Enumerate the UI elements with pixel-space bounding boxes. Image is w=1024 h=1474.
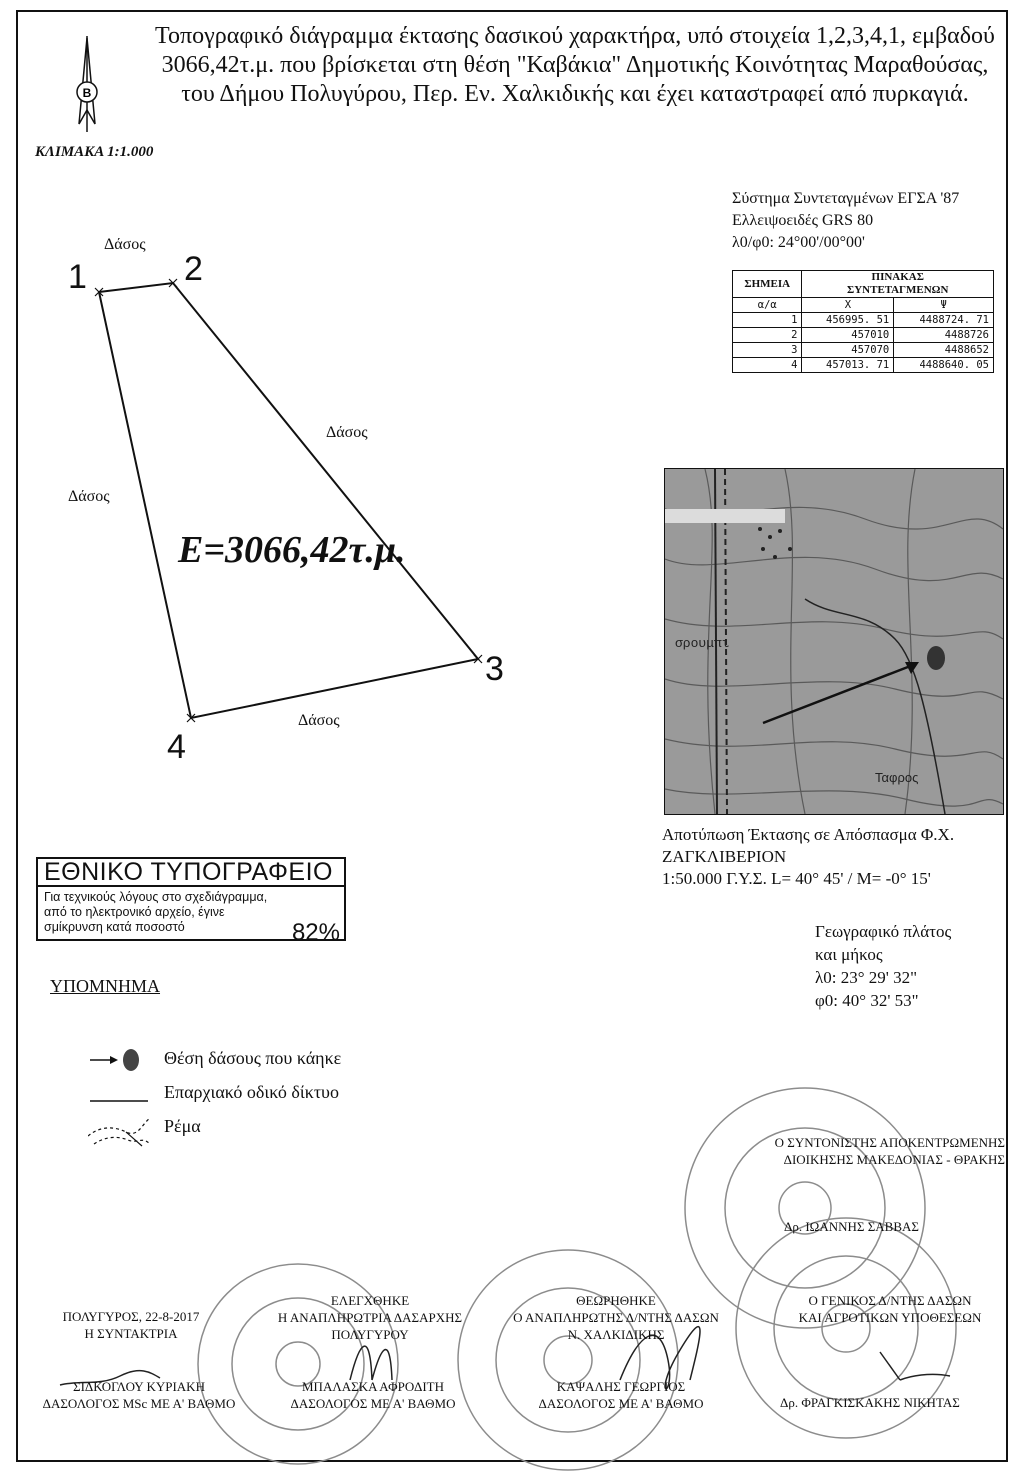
row-x: 457010: [802, 328, 894, 343]
burned-forest-marker: [927, 646, 945, 670]
author-place-date: ΠΟΛΥΓΥΡΟΣ, 22-8-2017: [62, 1309, 200, 1324]
geographic-coordinates: [815, 920, 951, 1012]
approver-title: ΔΑΣΟΛΟΓΟΣ ΜΕ Α' ΒΑΘΜΟ: [538, 1396, 704, 1411]
legend-item-road: Επαρχιακό οδικό δίκτυο: [164, 1082, 339, 1102]
notice-line-2: από το ηλεκτρονικό αρχείο, έγινε: [44, 905, 225, 919]
row-y: 4488726: [894, 328, 994, 343]
scale-label: ΚΛΙΜΑΚΑ 1:1.000: [35, 144, 154, 160]
table-sub-y: Ψ: [894, 298, 994, 313]
inset-label-tafros: Ταφρος: [875, 770, 919, 785]
table-header-points: ΣΗΜΕΙΑ: [733, 271, 802, 298]
row-y: 4488724. 71: [894, 313, 994, 328]
approver-line-3: Ν. ΧΑΛΚΙΔΙΚΗΣ: [567, 1327, 665, 1342]
point-label-4: 4: [167, 728, 186, 766]
row-id: 4: [733, 358, 802, 373]
inset-map: [664, 468, 1004, 815]
legend-item-stream: Ρέμα: [164, 1116, 201, 1136]
geo-line-2: και μήκος: [815, 945, 883, 964]
map-extract-info: [662, 824, 954, 890]
coord-system-line-1: Σύστημα Συντεταγμένων ΕΓΣΑ '87: [732, 190, 960, 207]
row-x: 457070: [802, 343, 894, 358]
extract-line-3: 1:50.000 Γ.Υ.Σ. L= 40° 45' / M= -0° 15': [662, 869, 931, 888]
legend-item-burned: Θέση δάσους που κάηκε: [164, 1048, 342, 1068]
boundary-line: [99, 283, 478, 718]
burned-area-icon: [90, 1049, 139, 1071]
approver-line-2: Ο ΑΝΑΠΛΗΡΩΤΗΣ Δ/ΝΤΗΣ ΔΑΣΩΝ: [513, 1310, 719, 1325]
author-name: ΣΙΔΚΟΓΛΟΥ ΚΥΡΙΑΚΗ: [73, 1379, 205, 1394]
checker-line-3: ΠΟΛΥΓΥΡΟΥ: [331, 1327, 409, 1342]
forest-label-north: Δάσος: [104, 236, 146, 253]
coordinator-line-2: ΔΙΟΙΚΗΣΗΣ ΜΑΚΕΔΟΝΙΑΣ - ΘΡΑΚΗΣ: [783, 1152, 1005, 1167]
title-line-2: 3066,42τ.μ. που βρίσκεται στη θέση "Καβάκια" Δημοτικής Κοινότητας Μαραθούσας,: [161, 52, 989, 78]
general-director-block: [770, 1292, 1010, 1326]
legend-title: ΥΠΟΜΝΗΜΑ: [50, 976, 161, 996]
notice-percent: 82%: [291, 919, 340, 946]
point-label-3: 3: [485, 650, 504, 688]
coord-system-line-2: Ελλειψοειδές GRS 80: [732, 212, 874, 229]
geo-line-4: φ0: 40° 32' 53": [815, 991, 919, 1010]
author-role: Η ΣΥΝΤΑΚΤΡΙΑ: [84, 1326, 178, 1341]
approver-block: [496, 1292, 736, 1343]
forest-label-east: Δάσος: [326, 424, 368, 441]
vertex-marks: [95, 279, 482, 722]
point-label-1: 1: [68, 258, 87, 296]
director-name: Δρ. ΦΡΑΓΚΙΣΚΑΚΗΣ ΝΙΚΗΤΑΣ: [780, 1395, 960, 1410]
geo-line-1: Γεωγραφικό πλάτος: [815, 922, 952, 941]
table-header-title-1: ΠΙΝΑΚΑΣ: [871, 271, 924, 283]
checker-line-1: ΕΛΕΓΧΘΗΚΕ: [330, 1293, 410, 1308]
stamp-seal-icon: [458, 1250, 678, 1470]
forest-label-west: Δάσος: [68, 488, 110, 505]
director-line-1: Ο ΓΕΝΙΚΟΣ Δ/ΝΤΗΣ ΔΑΣΩΝ: [808, 1293, 972, 1308]
coord-system-line-3: λ0/φ0: 24°00'/00°00': [732, 234, 865, 251]
coordinator-line-1: Ο ΣΥΝΤΟΝΙΣΤΗΣ ΑΠΟΚΕΝΤΡΩΜΕΝΗΣ: [774, 1135, 1005, 1150]
author-title: ΔΑΣΟΛΟΓΟΣ MSc ΜΕ Α' ΒΑΘΜΟ: [42, 1396, 236, 1411]
table-header-title-2: ΣΥΝΤΕΤΑΓΜΕΝΩΝ: [847, 284, 949, 296]
title-line-1: Τοπογραφικό διάγραμμα έκτασης δασικού χαρακτήρα, υπό στοιχεία 1,2,3,4,1, εμβαδού: [155, 23, 995, 49]
author-name-block: [24, 1378, 254, 1412]
checker-line-2: Η ΑΝΑΠΛΗΡΩΤΡΙΑ ΔΑΣΑΡΧΗΣ: [277, 1310, 463, 1325]
checker-name: ΜΠΑΛΑΣΚΑ ΑΦΡΟΔΙΤΗ: [302, 1379, 444, 1394]
row-x: 457013. 71: [802, 358, 894, 373]
extract-line-1: Αποτύπωση Έκτασης σε Απόσπασμα Φ.Χ.: [662, 825, 955, 844]
extract-line-2: ΖΑΓΚΛΙΒΕΡΙΟΝ: [662, 847, 787, 866]
svg-text:Β: Β: [82, 86, 92, 100]
inset-label-sroumpi: σρουμπι: [675, 636, 730, 651]
area-label: E=3066,42τ.μ.: [178, 529, 406, 571]
table-sub-aa: α/α: [733, 298, 802, 313]
notice-line-1: Για τεχνικούς λόγους στο σχεδιάγραμμα,: [44, 890, 268, 904]
row-x: 456995. 51: [802, 313, 894, 328]
notice-body: [38, 887, 344, 946]
point-label-2: 2: [184, 250, 203, 288]
notice-line-3: σμίκρυνση κατά ποσοστό: [44, 920, 185, 934]
forest-label-south: Δάσος: [298, 712, 340, 729]
director-line-2: ΚΑΙ ΑΓΡΟΤΙΚΩΝ ΥΠΟΘΕΣΕΩΝ: [798, 1310, 982, 1325]
table-sub-x: Χ: [802, 298, 894, 313]
row-y: 4488652: [894, 343, 994, 358]
inset-map-graphic: [665, 469, 1003, 814]
approver-line-1: ΘΕΩΡΗΘΗΚΕ: [576, 1293, 656, 1308]
printing-office-notice: [36, 857, 346, 946]
geo-line-3: λ0: 23° 29' 32": [815, 968, 918, 987]
title-line-3: του Δήμου Πολυγύρου, Περ. Εν. Χαλκιδικής και έχει καταστραφεί από πυρκαγιά.: [181, 81, 969, 107]
coordinator-block: [735, 1134, 1005, 1168]
row-y: 4488640. 05: [894, 358, 994, 373]
checker-name-block: [268, 1378, 478, 1412]
approver-name-block: [516, 1378, 726, 1412]
row-id: 1: [733, 313, 802, 328]
row-id: 2: [733, 328, 802, 343]
checker-title: ΔΑΣΟΛΟΓΟΣ ΜΕ Α' ΒΑΘΜΟ: [290, 1396, 456, 1411]
checker-block: [262, 1292, 478, 1343]
approver-name: ΚΑΨΑΛΗΣ ΓΕΩΡΓΙΟΣ: [556, 1379, 686, 1394]
coordinator-name: Δρ. ΙΩΑΝΝΗΣ ΣΑΒΒΑΣ: [784, 1219, 919, 1234]
author-block: [26, 1308, 236, 1342]
notice-heading: ΕΘΝΙΚΟ ΤΥΠΟΓΡΑΦΕΙΟ: [38, 859, 344, 887]
row-id: 3: [733, 343, 802, 358]
